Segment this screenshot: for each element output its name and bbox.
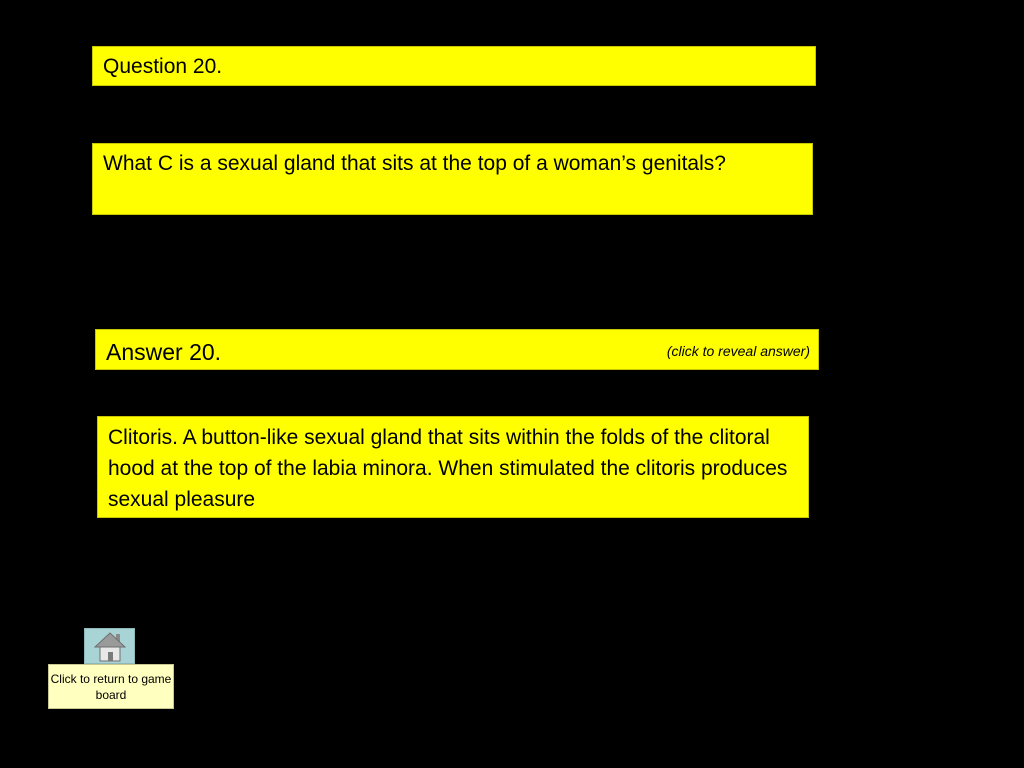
home-button[interactable]	[84, 628, 135, 664]
answer-title: Answer 20.	[106, 339, 222, 365]
answer-text: Clitoris. A button-like sexual gland that sits within the folds of the clitoral hood at the top of the labia minora. When stimulated the clitoris produces sexual pleasure	[97, 416, 809, 518]
house-icon	[94, 632, 126, 662]
reveal-answer-hint[interactable]: (click to reveal answer)	[666, 343, 810, 359]
answer-header[interactable]	[95, 329, 819, 370]
question-text: What C is a sexual gland that sits at the top of a woman’s genitals?	[92, 143, 813, 215]
return-to-board-label[interactable]: Click to return to game board	[48, 664, 174, 709]
question-title: Question 20.	[92, 46, 816, 86]
